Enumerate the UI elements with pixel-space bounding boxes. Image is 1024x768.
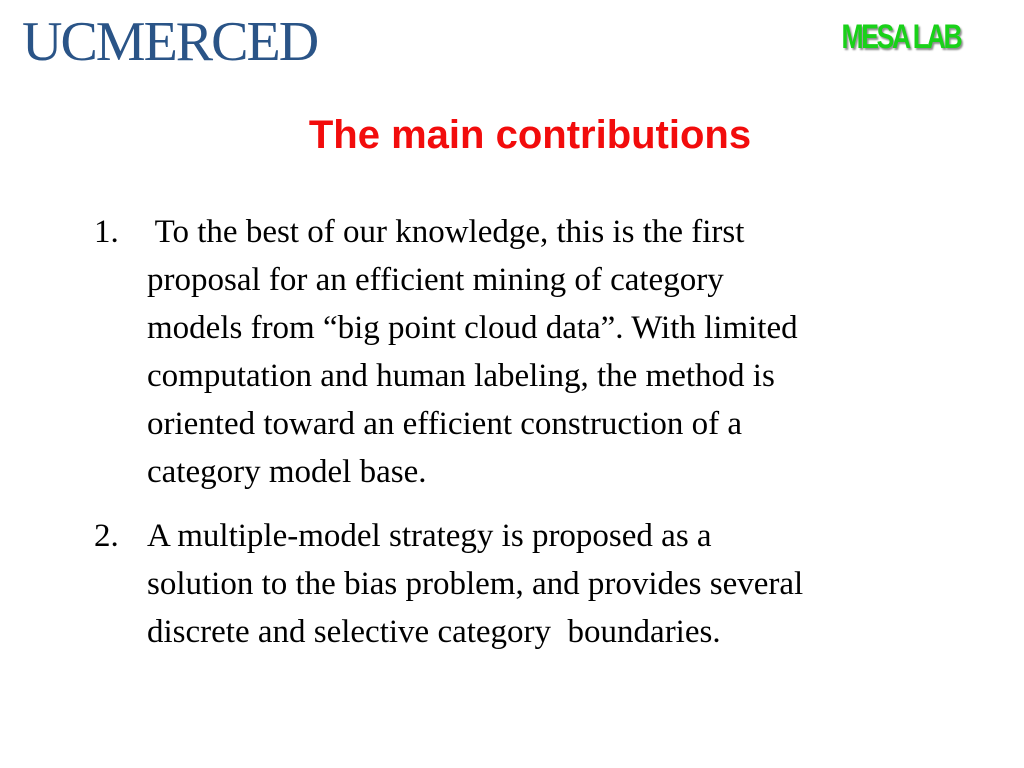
list-item (94, 512, 954, 656)
mesa-lab-logo: MESA LAB (841, 18, 960, 56)
list-item-number: 2. (94, 518, 119, 554)
list-item (94, 208, 954, 496)
list-item-line: oriented toward an efficient construction of a (147, 406, 742, 442)
ucmerced-logo: UCMERCED (22, 11, 318, 73)
list-item-line: category model base. (147, 454, 427, 490)
list-item-line: To the best of our knowledge, this is the first (147, 214, 745, 250)
list-item-line: proposal for an efficient mining of category (147, 262, 724, 298)
list-item-line: discrete and selective category boundaries. (147, 614, 721, 650)
list-item-line: models from “big point cloud data”. With limited (147, 310, 798, 346)
list-item-line: computation and human labeling, the method is (147, 358, 775, 394)
list-item-line: A multiple-model strategy is proposed as a (147, 518, 712, 554)
list-item-line: solution to the bias problem, and provides several (147, 566, 804, 602)
contributions-list (94, 208, 954, 672)
list-item-number: 1. (94, 214, 119, 250)
slide-title: The main contributions (308, 113, 752, 157)
